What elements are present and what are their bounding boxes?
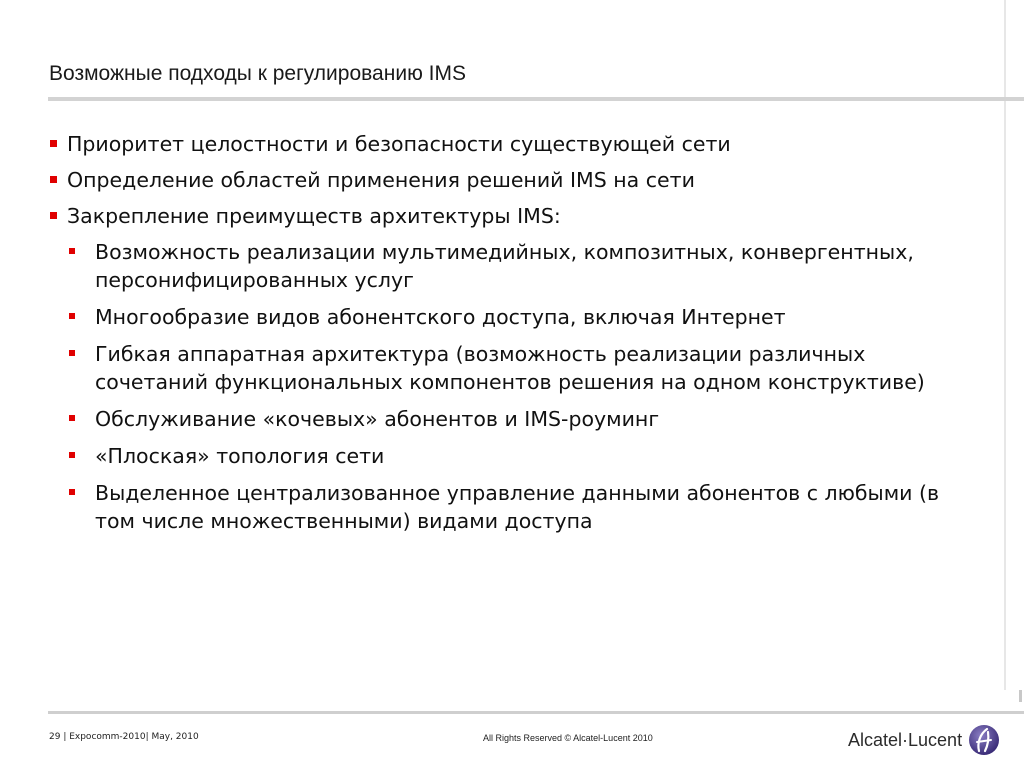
red-square-bullet-icon: [69, 313, 75, 319]
sub-bullet-text: Гибкая аппаратная архитектура (возможность реализации различных сочетаний функциональных компонентов решения на одном конструктиве): [95, 342, 925, 394]
red-square-bullet-icon: [69, 489, 75, 495]
bullet-text: Закрепление преимуществ архитектуры IMS:: [67, 204, 561, 228]
footer-copyright: All Rights Reserved © Alcatel-Lucent 2010: [483, 733, 653, 743]
alcatel-lucent-logo-icon: [968, 724, 1000, 756]
bullet-item: [48, 130, 968, 159]
sub-bullet-item: [48, 340, 968, 396]
company-logo: [848, 724, 1000, 756]
footer-divider: [48, 711, 1024, 714]
sub-bullet-item: [48, 405, 968, 433]
red-square-bullet-icon: [69, 415, 75, 421]
bullet-item: [48, 166, 968, 195]
sub-bullet-item: [48, 479, 968, 535]
red-square-bullet-icon: [69, 350, 75, 356]
sub-bullet-text: Возможность реализации мультимедийных, композитных, конвергентных, персонифицированных услуг: [95, 240, 914, 292]
red-square-bullet-icon: [69, 452, 75, 458]
red-square-bullet-icon: [69, 248, 75, 254]
logo-text: Alcatel·Lucent: [848, 729, 963, 750]
sub-bullet-item: [48, 442, 968, 470]
bullet-text: Приоритет целостности и безопасности существующей сети: [67, 132, 731, 156]
slide-title: Возможные подходы к регулированию IMS: [49, 62, 466, 85]
bullet-text: Определение областей применения решений IMS на сети: [67, 168, 695, 192]
red-square-bullet-icon: [50, 212, 57, 219]
footer-page-info: 29 | Expocomm-2010| May, 2010: [49, 732, 199, 742]
sub-bullet-item: [48, 238, 968, 294]
red-square-bullet-icon: [50, 140, 57, 147]
red-square-bullet-icon: [50, 176, 57, 183]
slide-edge-mark: [1019, 690, 1022, 702]
sub-bullet-text: «Плоская» топология сети: [95, 444, 385, 468]
slide-right-border: [1004, 0, 1006, 690]
title-divider: [48, 97, 1024, 101]
sub-bullet-text: Выделенное централизованное управление данными абонентов с любыми (в том числе множественными) видами доступа: [95, 481, 940, 533]
sub-bullet-item: [48, 303, 968, 331]
sub-bullet-text: Обслуживание «кочевых» абонентов и IMS-роуминг: [95, 407, 660, 431]
bullet-list: [48, 130, 968, 544]
sub-bullet-text: Многообразие видов абонентского доступа, включая Интернет: [95, 305, 786, 329]
bullet-item: [48, 202, 968, 231]
